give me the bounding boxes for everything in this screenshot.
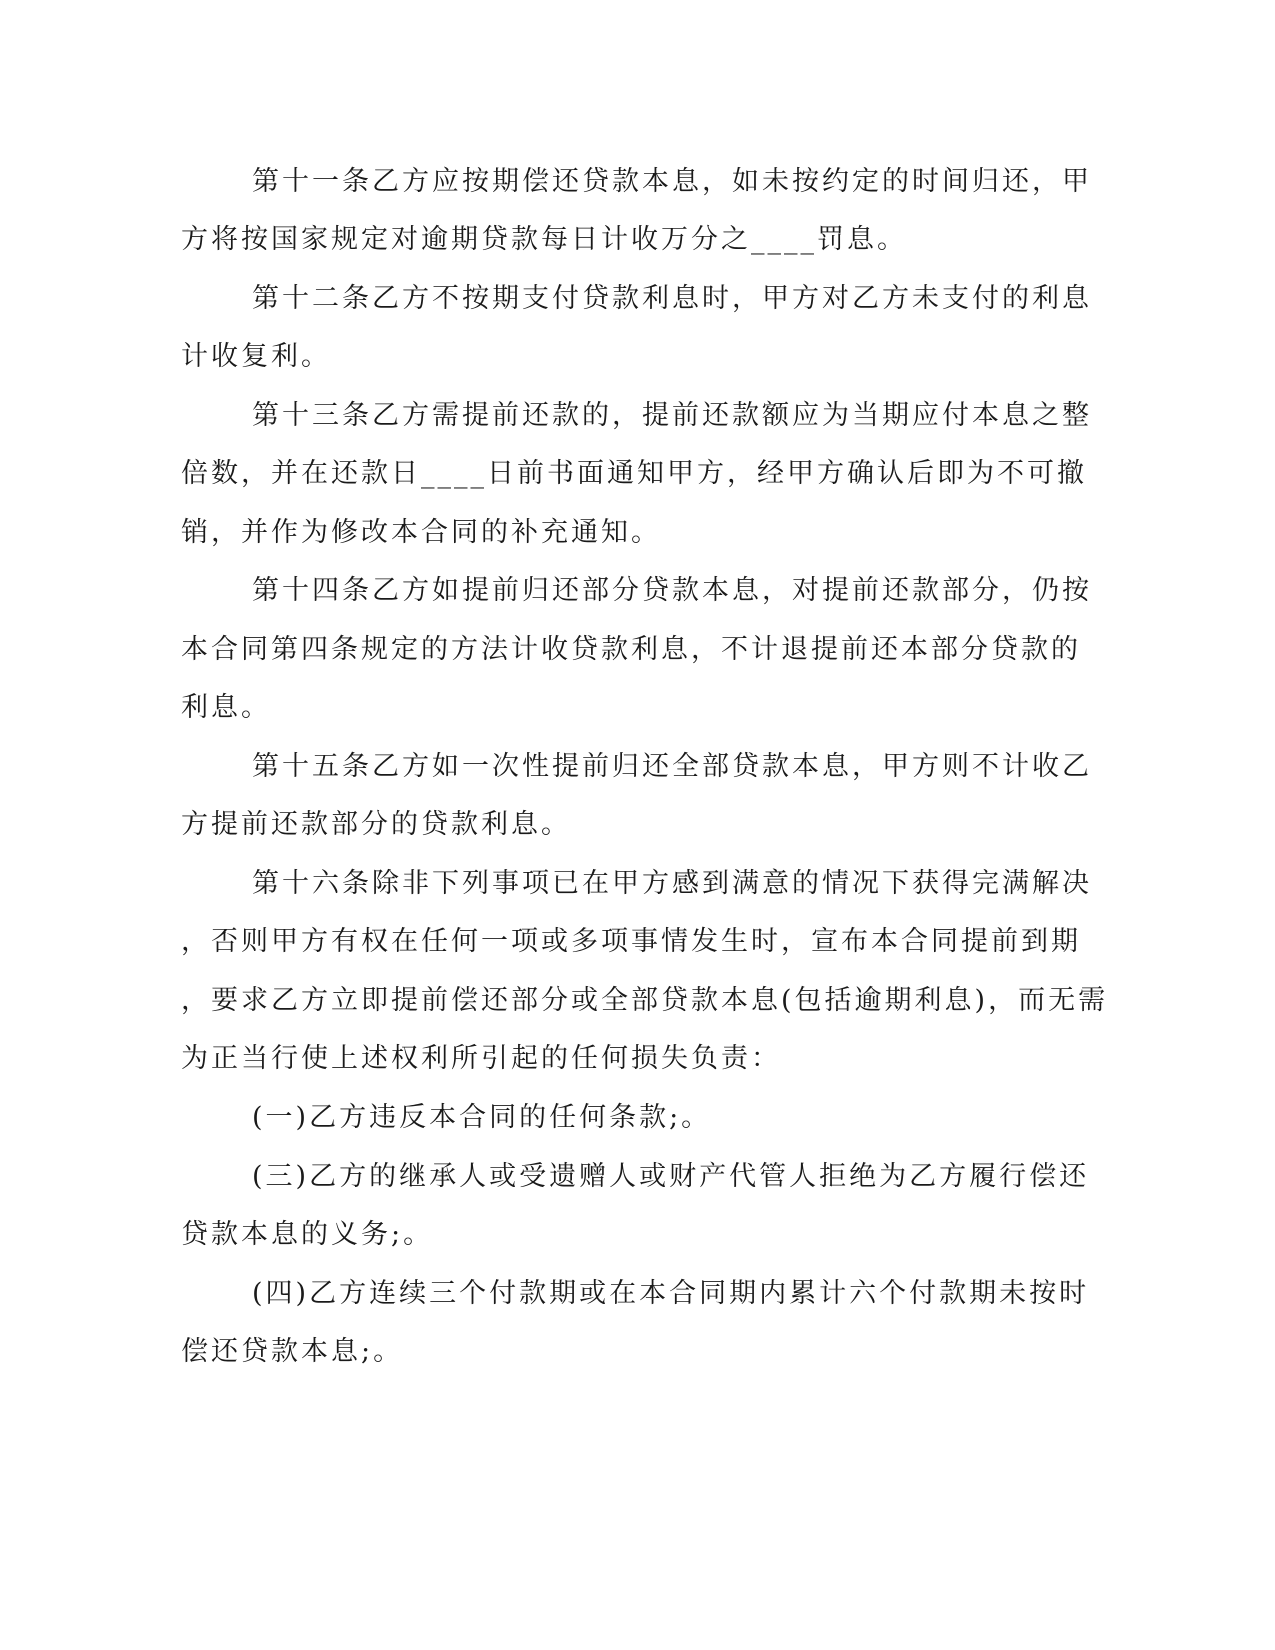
article-13-line-1: 第十三条乙方需提前还款的，提前还款额应为当期应付本息之整 (252, 400, 1092, 431)
article-13-line-2: 倍数，并在还款日____日前书面通知甲方，经甲方确认后即为不可撤 (181, 458, 1087, 489)
item-3-line-1: (三)乙方的继承人或受遗赠人或财产代管人拒绝为乙方履行偿还 (252, 1161, 1090, 1192)
article-14-line-3: 利息。 (181, 692, 271, 723)
article-14-line-2: 本合同第四条规定的方法计收贷款利息，不计退提前还本部分贷款的 (181, 634, 1081, 665)
article-11-line-1: 第十一条乙方应按期偿还贷款本息，如未按约定的时间归还，甲 (252, 166, 1092, 197)
item-1-line-1: (一)乙方违反本合同的任何条款;。 (252, 1102, 712, 1133)
item-4-line-1: (四)乙方连续三个付款期或在本合同期内累计六个付款期未按时 (252, 1278, 1090, 1309)
item-3-line-2: 贷款本息的义务;。 (181, 1219, 434, 1250)
article-16-line-3: ，要求乙方立即提前偿还部分或全部贷款本息(包括逾期利息)，而无需 (181, 985, 1109, 1016)
item-4-line-2: 偿还贷款本息;。 (181, 1336, 404, 1367)
article-12-line-1: 第十二条乙方不按期支付贷款利息时，甲方对乙方未支付的利息 (252, 283, 1092, 314)
article-12-line-2: 计收复利。 (181, 341, 331, 372)
article-16-line-2: ，否则甲方有权在任何一项或多项事情发生时，宣布本合同提前到期 (181, 926, 1081, 957)
article-11-line-2: 方将按国家规定对逾期贷款每日计收万分之____罚息。 (181, 224, 907, 255)
article-13-line-3: 销，并作为修改本合同的补充通知。 (181, 517, 661, 548)
article-15-line-1: 第十五条乙方如一次性提前归还全部贷款本息，甲方则不计收乙 (252, 751, 1092, 782)
article-16-line-4: 为正当行使上述权利所引起的任何损失负责： (181, 1043, 781, 1074)
article-15-line-2: 方提前还款部分的贷款利息。 (181, 809, 571, 840)
article-14-line-1: 第十四条乙方如提前归还部分贷款本息，对提前还款部分，仍按 (252, 575, 1092, 606)
article-16-line-1: 第十六条除非下列事项已在甲方感到满意的情况下获得完满解决 (252, 868, 1092, 899)
